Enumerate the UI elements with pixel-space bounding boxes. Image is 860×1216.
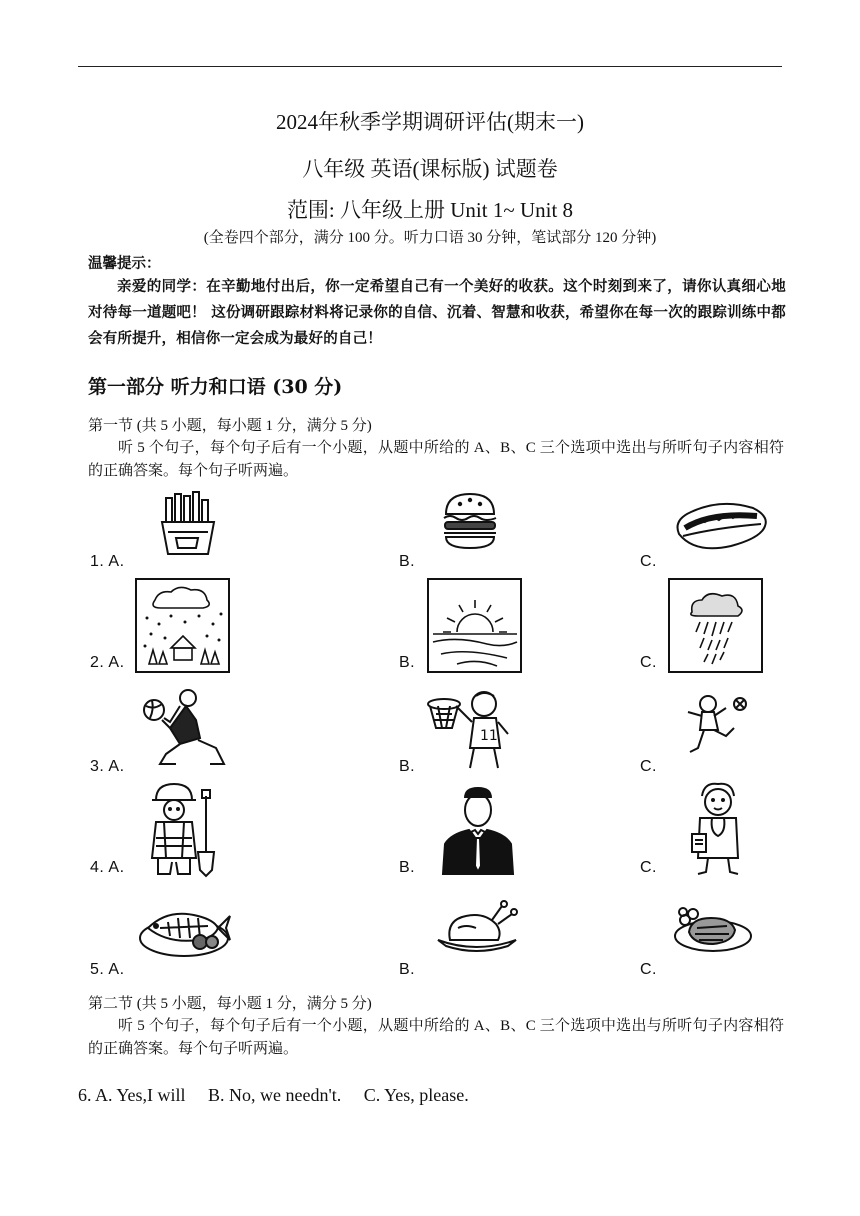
exam-scope: 范围: 八年级上册 Unit 1~ Unit 8 xyxy=(286,198,574,222)
tips-label: 温馨提示： xyxy=(88,256,161,272)
doctor-icon xyxy=(688,780,748,876)
q2-label-b: B. xyxy=(399,654,416,671)
rainy-weather-icon xyxy=(668,578,763,673)
french-fries-icon xyxy=(158,492,218,556)
q4-label-b: B. xyxy=(399,859,416,876)
q1-label-c: C. xyxy=(640,553,657,570)
worker-icon xyxy=(144,782,220,878)
svg-text:11: 11 xyxy=(480,728,498,744)
hamburger-icon xyxy=(442,490,498,550)
q2-label-a: 2. A. xyxy=(90,654,125,671)
section1-heading: 第一节 (共 5 小题，每小题 1 分，满分 5 分) xyxy=(88,418,372,434)
q3-label-c: C. xyxy=(640,758,657,775)
steak-dish-icon xyxy=(673,904,753,954)
sunny-weather-icon xyxy=(427,578,522,673)
q3-label-a: 3. A. xyxy=(90,758,125,775)
q4-label-c: C. xyxy=(640,859,657,876)
exam-note: (全卷四个部分，满分 100 分。听力口语 30 分钟，笔试部分 120 分钟) xyxy=(203,230,657,246)
q2-label-c: C. xyxy=(640,654,657,671)
q5-label-b: B. xyxy=(399,961,416,978)
top-rule xyxy=(78,66,782,67)
hot-dog-icon xyxy=(671,494,771,554)
q5-label-a: 5. A. xyxy=(90,961,125,978)
q5-label-c: C. xyxy=(640,961,657,978)
roast-chicken-icon xyxy=(436,898,518,954)
businessman-icon xyxy=(441,786,515,876)
soccer-player-icon xyxy=(680,690,754,764)
q4-label-a: 4. A. xyxy=(90,859,125,876)
q1-label-b: B. xyxy=(399,553,416,570)
section2-heading: 第二节 (共 5 小题，每小题 1 分，满分 5 分) xyxy=(88,996,372,1012)
exam-title: 2024年秋季学期调研评估(期末一) xyxy=(276,110,584,134)
exam-subtitle: 八年级 英语(课标版) 试题卷 xyxy=(302,157,558,181)
tips-body: 亲爱的同学：在辛勤地付出后，你一定希望自己有一个美好的收获。这个时刻到来了，请你认真细心地对待每一道题吧！ 这份调研跟踪材料将记录你的自信、沉着、智慧和收获，希望你在每一次的跟踪训练中都会有所提升，相信你一定会成为最好的自己！ xyxy=(88,279,786,347)
part1-title: 第一部分 听力和口语 (30 分) xyxy=(88,376,343,398)
question-6: 6. A. Yes,I will B. No, we needn't. C. Yes, please. xyxy=(78,1085,469,1105)
q3-label-b: B. xyxy=(399,758,416,775)
volleyball-player-icon xyxy=(140,688,230,768)
section2-instruction: 听 5 个句子，每个句子后有一个小题，从题中所给的 A、B、C 三个选项中选出与所听句子内容相符的正确答案。每个句子听两遍。 xyxy=(88,1018,784,1057)
section1-instruction: 听 5 个句子，每个句子后有一个小题，从题中所给的 A、B、C 三个选项中选出与所听句子内容相符的正确答案。每个句子听两遍。 xyxy=(88,440,784,479)
snowy-weather-icon xyxy=(135,578,230,673)
fish-dish-icon xyxy=(138,898,232,960)
q1-label-a: 1. A. xyxy=(90,553,125,570)
basketball-player-icon xyxy=(424,684,514,774)
